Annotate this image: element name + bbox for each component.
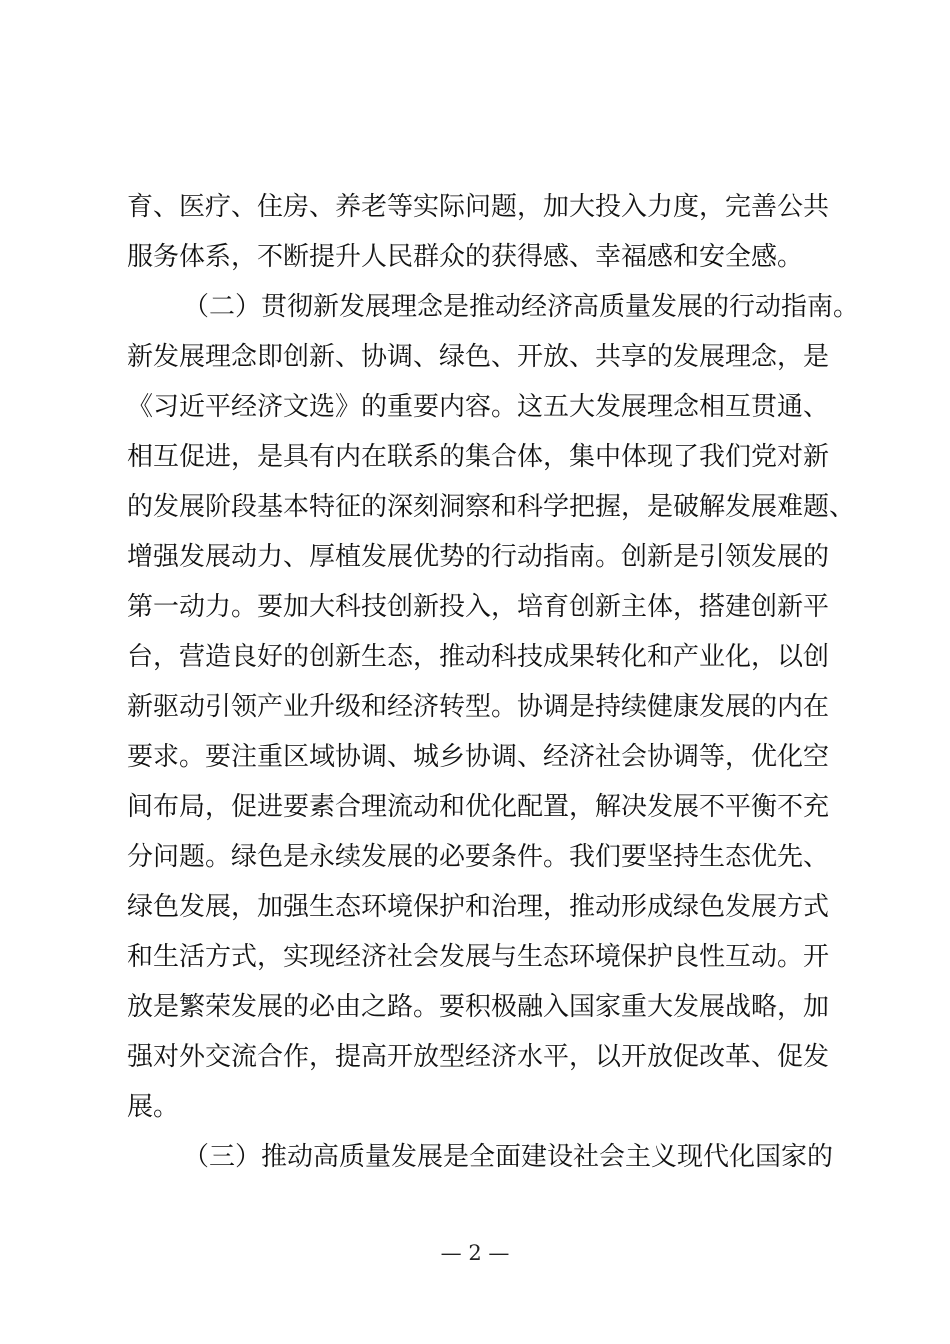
text-line: 绿色发展，加强生态环境保护和治理，推动形成绿色发展方式 xyxy=(127,892,830,922)
text-line: 新发展理念即创新、协调、绿色、开放、共享的发展理念，是 xyxy=(127,342,830,372)
page-number: — 2 — xyxy=(440,1241,510,1265)
text-line: 相互促进，是具有内在联系的集合体，集中体现了我们党对新 xyxy=(127,442,830,472)
text-line: 新驱动引领产业升级和经济转型。协调是持续健康发展的内在 xyxy=(127,692,830,722)
text-line: 要求。要注重区域协调、城乡协调、经济社会协调等，优化空 xyxy=(127,742,830,772)
text-line: 的发展阶段基本特征的深刻洞察和科学把握，是破解发展难题、 xyxy=(127,492,856,522)
text-line: 放是繁荣发展的必由之路。要积极融入国家重大发展战略，加 xyxy=(127,992,830,1022)
text-line: 间布局，促进要素合理流动和优化配置，解决发展不平衡不充 xyxy=(127,792,830,822)
text-line: 台，营造良好的创新生态，推动科技成果转化和产业化，以创 xyxy=(127,642,830,672)
text-line: 增强发展动力、厚植发展优势的行动指南。创新是引领发展的 xyxy=(127,542,830,572)
text-line: 育、医疗、住房、养老等实际问题，加大投入力度，完善公共 xyxy=(127,192,830,222)
section-heading-two: （二）贯彻新发展理念是推动经济高质量发展的行动指南。 xyxy=(183,292,860,322)
text-line: 展。 xyxy=(127,1092,180,1122)
text-line: 《习近平经济文选》的重要内容。这五大发展理念相互贯通、 xyxy=(127,392,830,422)
text-line: 第一动力。要加大科技创新投入，培育创新主体，搭建创新平 xyxy=(127,592,830,622)
text-line: 分问题。绿色是永续发展的必要条件。我们要坚持生态优先、 xyxy=(127,842,830,872)
text-line: 和生活方式，实现经济社会发展与生态环境保护良性互动。开 xyxy=(127,942,830,972)
body-text xyxy=(127,182,860,1182)
text-line: 强对外交流合作，提高开放型经济水平，以开放促改革、促发 xyxy=(127,1042,830,1072)
section-heading-three: （三）推动高质量发展是全面建设社会主义现代化国家的 xyxy=(183,1142,834,1172)
text-line: 服务体系，不断提升人民群众的获得感、幸福感和安全感。 xyxy=(127,242,804,272)
